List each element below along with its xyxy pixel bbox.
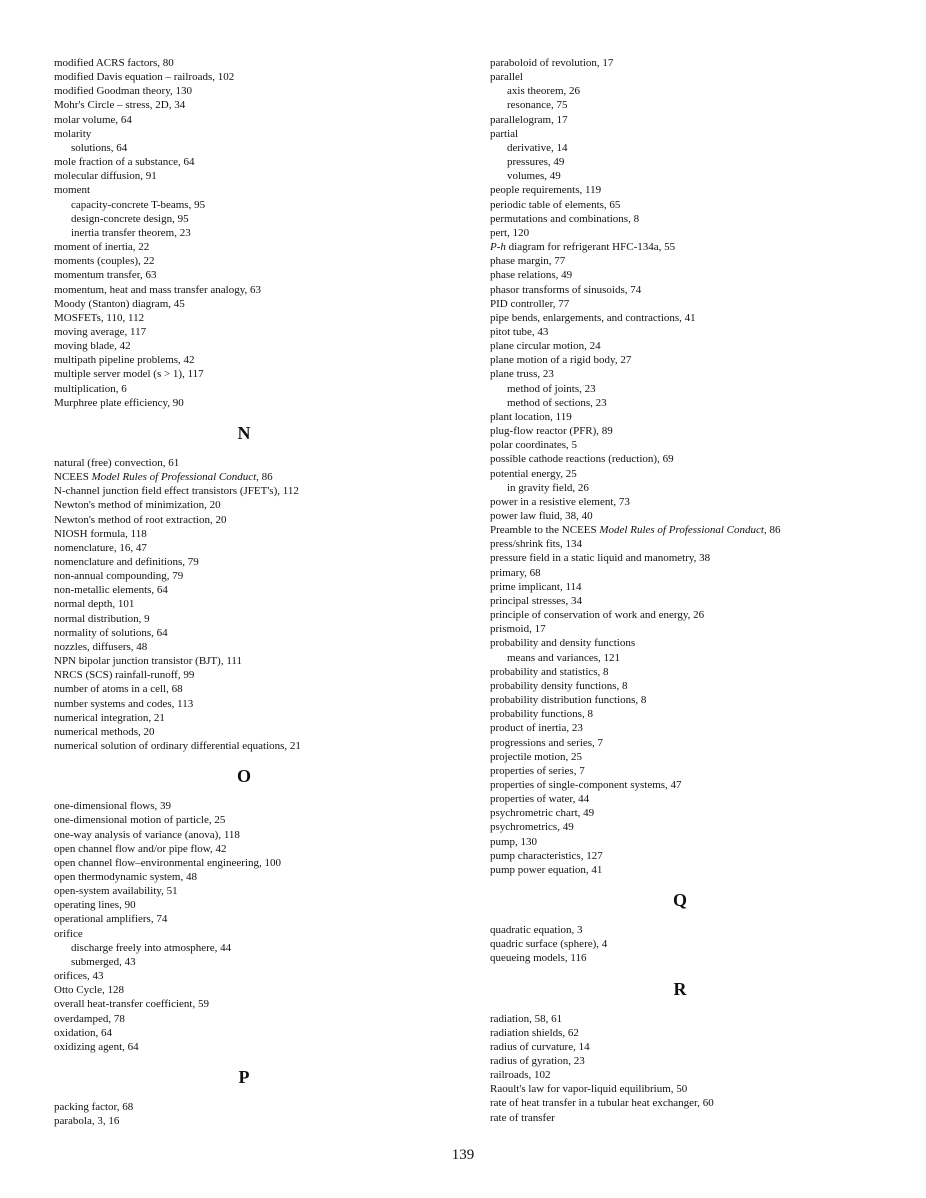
index-entry: queueing models, 116 — [490, 952, 587, 965]
index-entry: molarity — [54, 127, 92, 140]
index-entry-text: Preamble to the NCEES — [490, 524, 600, 537]
index-subentry: axis theorem, 26 — [507, 85, 581, 98]
index-entry: moment of inertia, 22 — [54, 241, 150, 254]
index-entry: one-dimensional motion of particle, 25 — [54, 814, 226, 827]
index-entry-italic-title: Model Rules of Professional Conduct — [91, 471, 257, 484]
index-entry: properties of water, 44 — [490, 793, 590, 806]
index-entry: NPN bipolar junction transistor (BJT), 111 — [54, 655, 242, 668]
index-entry: railroads, 102 — [490, 1069, 551, 1082]
index-entry: overall heat-transfer coefficient, 59 — [54, 998, 209, 1011]
index-entry: phase relations, 49 — [490, 269, 573, 282]
index-subentry: discharge freely into atmosphere, 44 — [71, 941, 232, 954]
index-entry-italic-term: P-h — [490, 241, 506, 254]
index-entry: parallel — [490, 71, 523, 84]
index-entry: PID controller, 77 — [490, 297, 570, 310]
index-subentry: submerged, 43 — [71, 955, 136, 968]
index-entry: progressions and series, 7 — [490, 736, 604, 749]
index-entry: partial — [490, 127, 519, 140]
index-entry: pump power equation, 41 — [490, 863, 603, 876]
index-entry: momentum, heat and mass transfer analogy, 63 — [54, 283, 262, 296]
index-entry: possible cathode reactions (reduction), 69 — [490, 453, 674, 466]
index-column-left — [54, 56, 454, 1128]
index-entry — [54, 470, 454, 484]
index-column-right — [490, 56, 890, 1125]
index-entry: modified Goodman theory, 130 — [54, 85, 192, 98]
index-entry: molecular diffusion, 91 — [54, 170, 157, 183]
index-subentry: solutions, 64 — [71, 141, 128, 154]
index-entry: Newton's method of root extraction, 20 — [54, 513, 227, 526]
index-entry: numerical solution of ordinary differential equations, 21 — [54, 740, 301, 753]
index-entry: number systems and codes, 113 — [54, 697, 194, 710]
index-entry: potential energy, 25 — [490, 467, 577, 480]
index-entry: quadric surface (sphere), 4 — [490, 938, 608, 951]
section-letter-heading: Q — [672, 890, 687, 911]
index-entry: mole fraction of a substance, 64 — [54, 156, 195, 169]
index-entry: normal depth, 101 — [54, 598, 135, 611]
section-letter-heading: P — [238, 1067, 250, 1087]
index-entry: parabola, 3, 16 — [54, 1115, 120, 1128]
index-subentry: volumes, 49 — [507, 170, 561, 183]
index-entry: nomenclature and definitions, 79 — [54, 556, 199, 568]
index-entry: power law fluid, 38, 40 — [490, 510, 593, 522]
index-entry-text: diagram for refrigerant HFC-134a, 55 — [505, 241, 676, 254]
index-entry: multipath pipeline problems, 42 — [54, 354, 195, 367]
index-entry: plant location, 119 — [490, 410, 572, 423]
index-entry: non-metallic elements, 64 — [54, 584, 168, 597]
index-entry: radius of gyration, 23 — [490, 1055, 585, 1067]
index-entry: Mohr's Circle – stress, 2D, 34 — [54, 99, 186, 112]
index-entry: press/shrink fits, 134 — [490, 538, 582, 551]
index-entry: numerical integration, 21 — [54, 711, 165, 724]
index-entry: plug-flow reactor (PFR), 89 — [490, 425, 613, 438]
index-entry: orifice — [54, 927, 83, 940]
index-entry: Raoult's law for vapor-liquid equilibrium, 50 — [490, 1083, 688, 1096]
index-entry: probability distribution functions, 8 — [490, 694, 647, 707]
index-entry — [490, 240, 890, 254]
index-subentry: design-concrete design, 95 — [71, 212, 189, 225]
index-entry: one-way analysis of variance (anova), 118 — [54, 828, 240, 841]
index-entry: Otto Cycle, 128 — [54, 984, 124, 997]
index-entry: pump characteristics, 127 — [490, 849, 603, 862]
index-entry: psychrometric chart, 49 — [490, 807, 595, 820]
index-entry: rate of heat transfer in a tubular heat exchanger, 60 — [490, 1097, 714, 1110]
index-entry: operating lines, 90 — [54, 899, 136, 912]
index-entry: operational amplifiers, 74 — [54, 913, 168, 926]
index-entry: product of inertia, 23 — [490, 722, 583, 735]
index-entry: prismoid, 17 — [490, 623, 546, 636]
index-entry: psychrometrics, 49 — [490, 821, 574, 834]
index-entry: nomenclature, 16, 47 — [54, 541, 147, 554]
index-entry: plane truss, 23 — [490, 368, 554, 381]
index-entry: pert, 120 — [490, 226, 530, 239]
index-entry: principal stresses, 34 — [490, 594, 582, 607]
index-subentry: method of sections, 23 — [507, 396, 607, 409]
index-entry: number of atoms in a cell, 68 — [54, 683, 183, 696]
index-entry: moving average, 117 — [54, 325, 147, 338]
index-subentry: pressures, 49 — [507, 156, 565, 169]
index-entry: modified ACRS factors, 80 — [54, 57, 174, 69]
index-entry: properties of single-component systems, 47 — [490, 778, 682, 791]
index-entry: probability functions, 8 — [490, 708, 593, 721]
index-entry: one-dimensional flows, 39 — [54, 800, 172, 813]
index-entry-pages: , 86 — [763, 524, 781, 537]
index-entry: Murphree plate efficiency, 90 — [54, 396, 184, 409]
index-entry: moment — [54, 184, 91, 197]
index-entry: quadratic equation, 3 — [490, 924, 583, 937]
index-entry: periodic table of elements, 65 — [490, 198, 621, 211]
index-entry — [490, 523, 890, 537]
index-entry: open channel flow–environmental engineering, 100 — [54, 856, 281, 869]
index-entry: probability and statistics, 8 — [490, 665, 609, 678]
index-entry: Moody (Stanton) diagram, 45 — [54, 297, 185, 310]
index-entry: permutations and combinations, 8 — [490, 212, 640, 225]
page-number: 139 — [451, 1147, 475, 1163]
index-entry: radiation, 58, 61 — [490, 1012, 563, 1025]
index-entry: packing factor, 68 — [54, 1101, 134, 1113]
index-entry: numerical methods, 20 — [54, 725, 155, 738]
index-entry: plane circular motion, 24 — [490, 340, 601, 353]
index-entry: oxidizing agent, 64 — [54, 1040, 139, 1053]
index-entry: molar volume, 64 — [54, 113, 132, 126]
index-entry: NRCS (SCS) rainfall-runoff, 99 — [54, 669, 195, 682]
index-subentry: capacity-concrete T-beams, 95 — [71, 198, 206, 211]
index-entry: probability density functions, 8 — [490, 679, 628, 692]
index-entry: projectile motion, 25 — [490, 750, 582, 763]
section-letter-heading: O — [236, 766, 251, 787]
index-entry: properties of series, 7 — [490, 764, 585, 777]
index-entry: moving blade, 42 — [54, 340, 131, 353]
index-entry: power in a resistive element, 73 — [490, 495, 630, 508]
index-entry: momentum transfer, 63 — [54, 269, 157, 282]
index-entry: multiple server model (s > 1), 117 — [54, 368, 204, 381]
index-subentry: resonance, 75 — [507, 99, 568, 112]
index-entry: normal distribution, 9 — [54, 612, 150, 625]
section-letter-heading: N — [237, 422, 251, 443]
index-entry: oxidation, 64 — [54, 1026, 113, 1039]
index-subentry: in gravity field, 26 — [507, 481, 589, 494]
index-entry: phasor transforms of sinusoids, 74 — [490, 283, 642, 296]
index-entry: radius of curvature, 14 — [490, 1040, 590, 1053]
index-entry: primary, 68 — [490, 566, 541, 579]
index-entry: polar coordinates, 5 — [490, 439, 578, 452]
index-entry: non-annual compounding, 79 — [54, 570, 184, 583]
index-entry: pressure field in a static liquid and manometry, 38 — [490, 552, 711, 565]
index-entry: pitot tube, 43 — [490, 325, 549, 338]
index-entry: principle of conservation of work and energy, 26 — [490, 609, 705, 622]
index-entry: rate of transfer — [490, 1111, 555, 1124]
index-entry: Newton's method of minimization, 20 — [54, 499, 221, 512]
index-entry: moments (couples), 22 — [54, 255, 155, 268]
index-entry: multiplication, 6 — [54, 382, 127, 395]
index-subentry: inertia transfer theorem, 23 — [71, 226, 191, 239]
index-entry: open channel flow and/or pipe flow, 42 — [54, 842, 227, 855]
index-entry: orifices, 43 — [54, 970, 104, 983]
index-entry: open-system availability, 51 — [54, 885, 178, 898]
index-entry: N-channel junction field effect transistors (JFET's), 112 — [54, 485, 299, 498]
index-entry: normality of solutions, 64 — [54, 626, 168, 639]
index-subentry: method of joints, 23 — [507, 382, 596, 395]
index-entry-text: NCEES — [54, 471, 92, 484]
index-entry-pages: , 86 — [256, 471, 273, 484]
index-entry: parallelogram, 17 — [490, 113, 568, 126]
index-entry: paraboloid of revolution, 17 — [490, 57, 614, 69]
section-letter-heading: R — [673, 978, 687, 999]
index-entry: natural (free) convection, 61 — [54, 456, 180, 469]
index-subentry: means and variances, 121 — [507, 651, 621, 664]
index-entry-italic-title: Model Rules of Professional Conduct — [599, 524, 764, 537]
index-entry: prime implicant, 114 — [490, 580, 582, 593]
index-entry: pump, 130 — [490, 835, 538, 848]
index-entry: MOSFETs, 110, 112 — [54, 311, 145, 324]
index-entry: NIOSH formula, 118 — [54, 527, 147, 540]
index-entry: probability and density functions — [490, 637, 636, 650]
index-entry: radiation shields, 62 — [490, 1026, 579, 1039]
index-entry: pipe bends, enlargements, and contractions, 41 — [490, 311, 696, 324]
index-entry: open thermodynamic system, 48 — [54, 870, 197, 883]
index-entry: nozzles, diffusers, 48 — [54, 640, 148, 653]
index-entry: phase margin, 77 — [490, 255, 566, 268]
index-subentry: derivative, 14 — [507, 141, 568, 154]
index-entry: plane motion of a rigid body, 27 — [490, 354, 632, 367]
index-entry: overdamped, 78 — [54, 1012, 125, 1025]
index-entry: people requirements, 119 — [490, 184, 602, 197]
index-entry: modified Davis equation – railroads, 102 — [54, 71, 235, 84]
